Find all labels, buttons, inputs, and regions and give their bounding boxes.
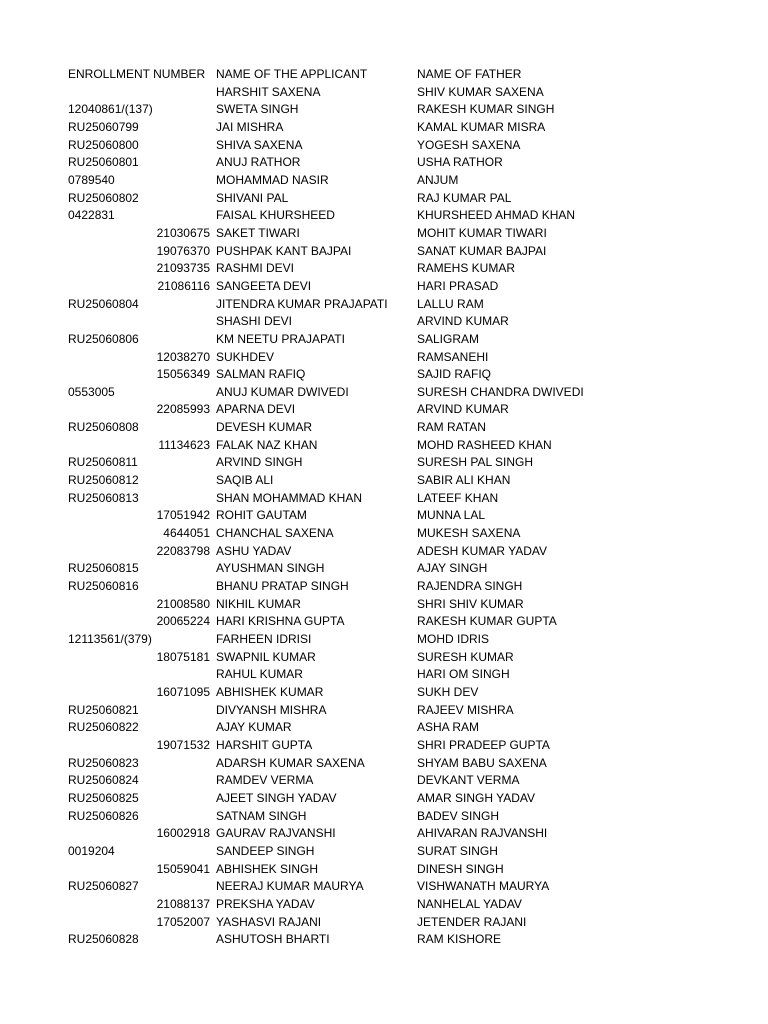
table-row bbox=[0, 755, 768, 773]
enrollment-number-cell: 21088137 bbox=[156, 896, 210, 911]
table-row bbox=[0, 613, 768, 631]
father-name-cell: SANAT KUMAR BAJPAI bbox=[417, 243, 547, 258]
table-row bbox=[0, 207, 768, 225]
table-row bbox=[0, 914, 768, 932]
enrollment-number-cell: 22085993 bbox=[156, 402, 210, 417]
enrollment-number-cell: 17052007 bbox=[156, 914, 210, 929]
father-name-cell: ARVIND KUMAR bbox=[417, 402, 509, 417]
table-row bbox=[0, 843, 768, 861]
applicant-name-cell: SHAN MOHAMMAD KHAN bbox=[216, 490, 363, 505]
table-row bbox=[0, 172, 768, 190]
enrollment-number-cell: 11134623 bbox=[158, 437, 210, 452]
enrollment-number-cell: 20065224 bbox=[156, 614, 210, 629]
table-row bbox=[0, 154, 768, 172]
table-row bbox=[0, 596, 768, 614]
table-row bbox=[0, 190, 768, 208]
enrollment-number-cell: 4644051 bbox=[163, 526, 210, 541]
table-row bbox=[0, 896, 768, 914]
applicant-name-cell: SHIVA SAXENA bbox=[216, 137, 303, 152]
father-name-cell: ADESH KUMAR YADAV bbox=[417, 543, 548, 558]
applicant-name-cell: JAI MISHRA bbox=[216, 119, 284, 134]
applicant-name-cell: NIKHIL KUMAR bbox=[216, 596, 301, 611]
enrollment-number-cell: RU25060801 bbox=[68, 155, 139, 170]
enrollment-number-cell: 21086116 bbox=[157, 278, 210, 293]
table-row bbox=[0, 437, 768, 455]
applicant-name-cell: SHASHI DEVI bbox=[216, 314, 293, 329]
table-row bbox=[0, 825, 768, 843]
father-name-cell: KHURSHEED AHMAD KHAN bbox=[417, 208, 576, 223]
applicant-name-cell: ABHISHEK KUMAR bbox=[216, 684, 324, 699]
table-row bbox=[0, 790, 768, 808]
father-name-cell: RAM RATAN bbox=[417, 420, 486, 435]
table-row bbox=[0, 702, 768, 720]
table-row bbox=[0, 772, 768, 790]
header-enrollment-number: ENROLLMENT NUMBER bbox=[68, 67, 206, 81]
enrollment-number-cell: RU25060812 bbox=[68, 473, 139, 488]
applicant-name-cell: JITENDRA KUMAR PRAJAPATI bbox=[216, 296, 388, 311]
applicant-name-cell: APARNA DEVI bbox=[216, 402, 296, 417]
applicant-name-cell: DIVYANSH MISHRA bbox=[216, 702, 327, 717]
father-name-cell: RAJENDRA SINGH bbox=[417, 579, 523, 594]
table-row bbox=[0, 419, 768, 437]
table-row bbox=[0, 578, 768, 596]
father-name-cell: YOGESH SAXENA bbox=[417, 137, 521, 152]
father-name-cell: RAM KISHORE bbox=[417, 932, 502, 947]
applicant-name-cell: SWAPNIL KUMAR bbox=[216, 649, 316, 664]
enrollment-number-cell: 16071095 bbox=[156, 684, 210, 699]
table-row bbox=[0, 507, 768, 525]
enrollment-number-cell: 0422831 bbox=[68, 208, 115, 223]
applicant-name-cell: ANUJ KUMAR DWIVEDI bbox=[216, 384, 349, 399]
table-row bbox=[0, 861, 768, 879]
father-name-cell: KAMAL KUMAR MISRA bbox=[417, 119, 546, 134]
enrollment-number-cell: 21008580 bbox=[156, 596, 210, 611]
applicant-name-cell: RASHMI DEVI bbox=[216, 261, 295, 276]
enrollment-number-cell: RU25060823 bbox=[68, 755, 139, 770]
table-row bbox=[0, 490, 768, 508]
father-name-cell: HARI PRASAD bbox=[417, 278, 499, 293]
applicant-name-cell: AYUSHMAN SINGH bbox=[216, 561, 325, 576]
enrollment-number-cell: RU25060826 bbox=[68, 808, 139, 823]
table-row bbox=[0, 454, 768, 472]
father-name-cell: SUKH DEV bbox=[417, 684, 479, 699]
enrollment-number-cell: RU25060802 bbox=[68, 190, 139, 205]
father-name-cell: SABIR ALI KHAN bbox=[417, 473, 511, 488]
table-row bbox=[0, 260, 768, 278]
table-row bbox=[0, 384, 768, 402]
applicant-name-cell: SAKET TIWARI bbox=[216, 225, 300, 240]
table-row bbox=[0, 560, 768, 578]
table-row bbox=[0, 119, 768, 137]
enrollment-number-cell: RU25060806 bbox=[68, 331, 139, 346]
father-name-cell: SALIGRAM bbox=[417, 331, 480, 346]
table-row bbox=[0, 737, 768, 755]
enrollment-number-cell: RU25060799 bbox=[68, 119, 139, 134]
enrollment-number-cell: 0789540 bbox=[68, 172, 115, 187]
father-name-cell: DEVKANT VERMA bbox=[417, 773, 520, 788]
father-name-cell: MOHD RASHEED KHAN bbox=[417, 437, 552, 452]
enrollment-number-cell: 18075181 bbox=[156, 649, 210, 664]
table-row bbox=[0, 931, 768, 949]
enrollment-number-cell: RU25060813 bbox=[68, 490, 139, 505]
enrollment-number-cell: RU25060827 bbox=[68, 879, 139, 894]
enrollment-number-cell: 12038270 bbox=[156, 349, 210, 364]
applicant-name-cell: ANUJ RATHOR bbox=[216, 155, 301, 170]
enrollment-number-cell: 22083798 bbox=[156, 543, 210, 558]
applicant-name-cell: HARSHIT SAXENA bbox=[216, 84, 321, 99]
father-name-cell: SAJID RAFIQ bbox=[417, 367, 492, 382]
father-name-cell: AJAY SINGH bbox=[417, 561, 488, 576]
table-row bbox=[0, 278, 768, 296]
father-name-cell: JETENDER RAJANI bbox=[417, 914, 527, 929]
enrollment-number-cell: 21030675 bbox=[156, 225, 210, 240]
table-row bbox=[0, 543, 768, 561]
applicant-name-cell: SUKHDEV bbox=[216, 349, 275, 364]
enrollment-number-cell: 0019204 bbox=[68, 843, 115, 858]
table-row bbox=[0, 137, 768, 155]
applicant-name-cell: ROHIT GAUTAM bbox=[216, 508, 307, 523]
enrollment-number-cell: RU25060811 bbox=[68, 455, 138, 470]
father-name-cell: MUNNA LAL bbox=[417, 508, 486, 523]
applicant-name-cell: AJEET SINGH YADAV bbox=[216, 790, 337, 805]
table-row bbox=[0, 331, 768, 349]
enrollment-number-cell: RU25060821 bbox=[68, 702, 139, 717]
father-name-cell: SHYAM BABU SAXENA bbox=[417, 755, 547, 770]
enrollment-number-cell: RU25060825 bbox=[68, 790, 139, 805]
applicant-name-cell: SHIVANI PAL bbox=[216, 190, 289, 205]
applicant-name-cell: DEVESH KUMAR bbox=[216, 420, 313, 435]
father-name-cell: RAJ KUMAR PAL bbox=[417, 190, 512, 205]
father-name-cell: NANHELAL YADAV bbox=[417, 896, 522, 911]
enrollment-number-cell: 15056349 bbox=[156, 367, 210, 382]
table-row bbox=[0, 878, 768, 896]
father-name-cell: SURAT SINGH bbox=[417, 843, 498, 858]
applicant-name-cell: ASHU YADAV bbox=[216, 543, 292, 558]
table-row bbox=[0, 719, 768, 737]
applicant-name-cell: ASHUTOSH BHARTI bbox=[216, 932, 330, 947]
enrollment-number-cell: RU25060816 bbox=[68, 579, 139, 594]
applicant-name-cell: RAHUL KUMAR bbox=[216, 667, 303, 682]
enrollment-number-cell: RU25060804 bbox=[68, 296, 139, 311]
enrollment-number-cell: 19071532 bbox=[156, 737, 210, 752]
father-name-cell: MUKESH SAXENA bbox=[417, 526, 521, 541]
father-name-cell: LALLU RAM bbox=[417, 296, 484, 311]
enrollment-number-cell: 12040861/(137) bbox=[68, 102, 153, 117]
applicant-name-cell: SANDEEP SINGH bbox=[216, 843, 315, 858]
father-name-cell: SHRI SHIV KUMAR bbox=[417, 596, 524, 611]
applicant-name-cell: ADARSH KUMAR SAXENA bbox=[216, 755, 365, 770]
enrollment-number-cell: 0553005 bbox=[68, 384, 115, 399]
father-name-cell: SURESH PAL SINGH bbox=[417, 455, 534, 470]
father-name-cell: BADEV SINGH bbox=[417, 808, 500, 823]
applicant-name-cell: FAISAL KHURSHEED bbox=[216, 208, 335, 223]
table-row bbox=[0, 666, 768, 684]
table-row bbox=[0, 631, 768, 649]
father-name-cell: DINESH SINGH bbox=[417, 861, 504, 876]
applicant-name-cell: AJAY KUMAR bbox=[216, 720, 292, 735]
father-name-cell: SURESH CHANDRA DWIVEDI bbox=[417, 384, 584, 399]
father-name-cell: RAJEEV MISHRA bbox=[417, 702, 514, 717]
father-name-cell: AMAR SINGH YADAV bbox=[417, 790, 536, 805]
table-row bbox=[0, 84, 768, 102]
table-row bbox=[0, 101, 768, 119]
enrollment-number-cell: RU25060808 bbox=[68, 420, 139, 435]
applicant-name-cell: SATNAM SINGH bbox=[216, 808, 307, 823]
enrollment-number-cell: 12113561/(379) bbox=[68, 632, 152, 646]
enrollment-number-cell: RU25060815 bbox=[68, 561, 139, 576]
table-row bbox=[0, 225, 768, 243]
applicant-name-cell: FALAK NAZ KHAN bbox=[216, 437, 318, 452]
father-name-cell: RAMSANEHI bbox=[417, 349, 489, 364]
applicant-name-cell: PREKSHA YADAV bbox=[216, 896, 315, 911]
enrollment-number-cell: RU25060824 bbox=[68, 773, 139, 788]
table-row bbox=[0, 472, 768, 490]
applicant-rows bbox=[0, 84, 768, 949]
father-name-cell: LATEEF KHAN bbox=[417, 490, 499, 505]
father-name-cell: RAKESH KUMAR GUPTA bbox=[417, 614, 557, 629]
table-row bbox=[0, 296, 768, 314]
header-row bbox=[0, 66, 768, 84]
father-name-cell: SHIV KUMAR SAXENA bbox=[417, 84, 544, 99]
applicant-name-cell: HARSHIT GUPTA bbox=[216, 737, 313, 752]
applicant-name-cell: SALMAN RAFIQ bbox=[216, 367, 306, 382]
applicant-name-cell: RAMDEV VERMA bbox=[216, 773, 314, 788]
father-name-cell: ASHA RAM bbox=[417, 720, 480, 735]
header-father-name: NAME OF FATHER bbox=[417, 67, 522, 81]
applicant-name-cell: BHANU PRATAP SINGH bbox=[216, 579, 349, 594]
applicant-name-cell: CHANCHAL SAXENA bbox=[216, 526, 334, 541]
table-row bbox=[0, 366, 768, 384]
enrollment-number-cell: RU25060822 bbox=[68, 720, 139, 735]
applicant-name-cell: PUSHPAK KANT BAJPAI bbox=[216, 243, 352, 258]
father-name-cell: RAKESH KUMAR SINGH bbox=[417, 102, 555, 117]
table-row bbox=[0, 649, 768, 667]
table-row bbox=[0, 313, 768, 331]
father-name-cell: AHIVARAN RAJVANSHI bbox=[417, 826, 548, 841]
enrollment-number-cell: 15059041 bbox=[156, 861, 210, 876]
enrollment-number-cell: 16002918 bbox=[156, 826, 210, 841]
table-row bbox=[0, 349, 768, 367]
father-name-cell: USHA RATHOR bbox=[417, 155, 503, 170]
applicant-list-sheet bbox=[0, 66, 768, 949]
enrollment-number-cell: RU25060828 bbox=[68, 932, 139, 947]
applicant-name-cell: SWETA SINGH bbox=[216, 102, 299, 117]
applicant-name-cell: KM NEETU PRAJAPATI bbox=[216, 331, 345, 346]
table-row bbox=[0, 808, 768, 826]
applicant-name-cell: SANGEETA DEVI bbox=[216, 278, 312, 293]
applicant-name-cell: SAQIB ALI bbox=[216, 473, 274, 488]
header-applicant-name: NAME OF THE APPLICANT bbox=[216, 67, 368, 81]
applicant-name-cell: ABHISHEK SINGH bbox=[216, 861, 319, 876]
enrollment-number-cell: 21093735 bbox=[156, 261, 210, 276]
father-name-cell: SHRI PRADEEP GUPTA bbox=[417, 737, 550, 752]
father-name-cell: ARVIND KUMAR bbox=[417, 314, 509, 329]
father-name-cell: HARI OM SINGH bbox=[417, 667, 510, 682]
applicant-name-cell: YASHASVI RAJANI bbox=[216, 914, 322, 929]
enrollment-number-cell: RU25060800 bbox=[68, 137, 139, 152]
enrollment-number-cell: 17051942 bbox=[156, 508, 210, 523]
enrollment-number-cell: 19076370 bbox=[156, 243, 210, 258]
applicant-name-cell: ARVIND SINGH bbox=[216, 455, 303, 470]
table-row bbox=[0, 684, 768, 702]
applicant-name-cell: FARHEEN IDRISI bbox=[216, 632, 312, 646]
father-name-cell: VISHWANATH MAURYA bbox=[417, 879, 550, 894]
applicant-name-cell: GAURAV RAJVANSHI bbox=[216, 826, 336, 841]
table-row bbox=[0, 401, 768, 419]
applicant-name-cell: HARI KRISHNA GUPTA bbox=[216, 614, 345, 629]
applicant-name-cell: NEERAJ KUMAR MAURYA bbox=[216, 879, 364, 894]
father-name-cell: MOHIT KUMAR TIWARI bbox=[417, 225, 547, 240]
table-row bbox=[0, 525, 768, 543]
father-name-cell: MOHD IDRIS bbox=[417, 632, 489, 646]
father-name-cell: SURESH KUMAR bbox=[417, 649, 514, 664]
applicant-name-cell: MOHAMMAD NASIR bbox=[216, 172, 329, 187]
father-name-cell: ANJUM bbox=[417, 172, 459, 187]
table-row bbox=[0, 243, 768, 261]
father-name-cell: RAMEHS KUMAR bbox=[417, 261, 516, 276]
